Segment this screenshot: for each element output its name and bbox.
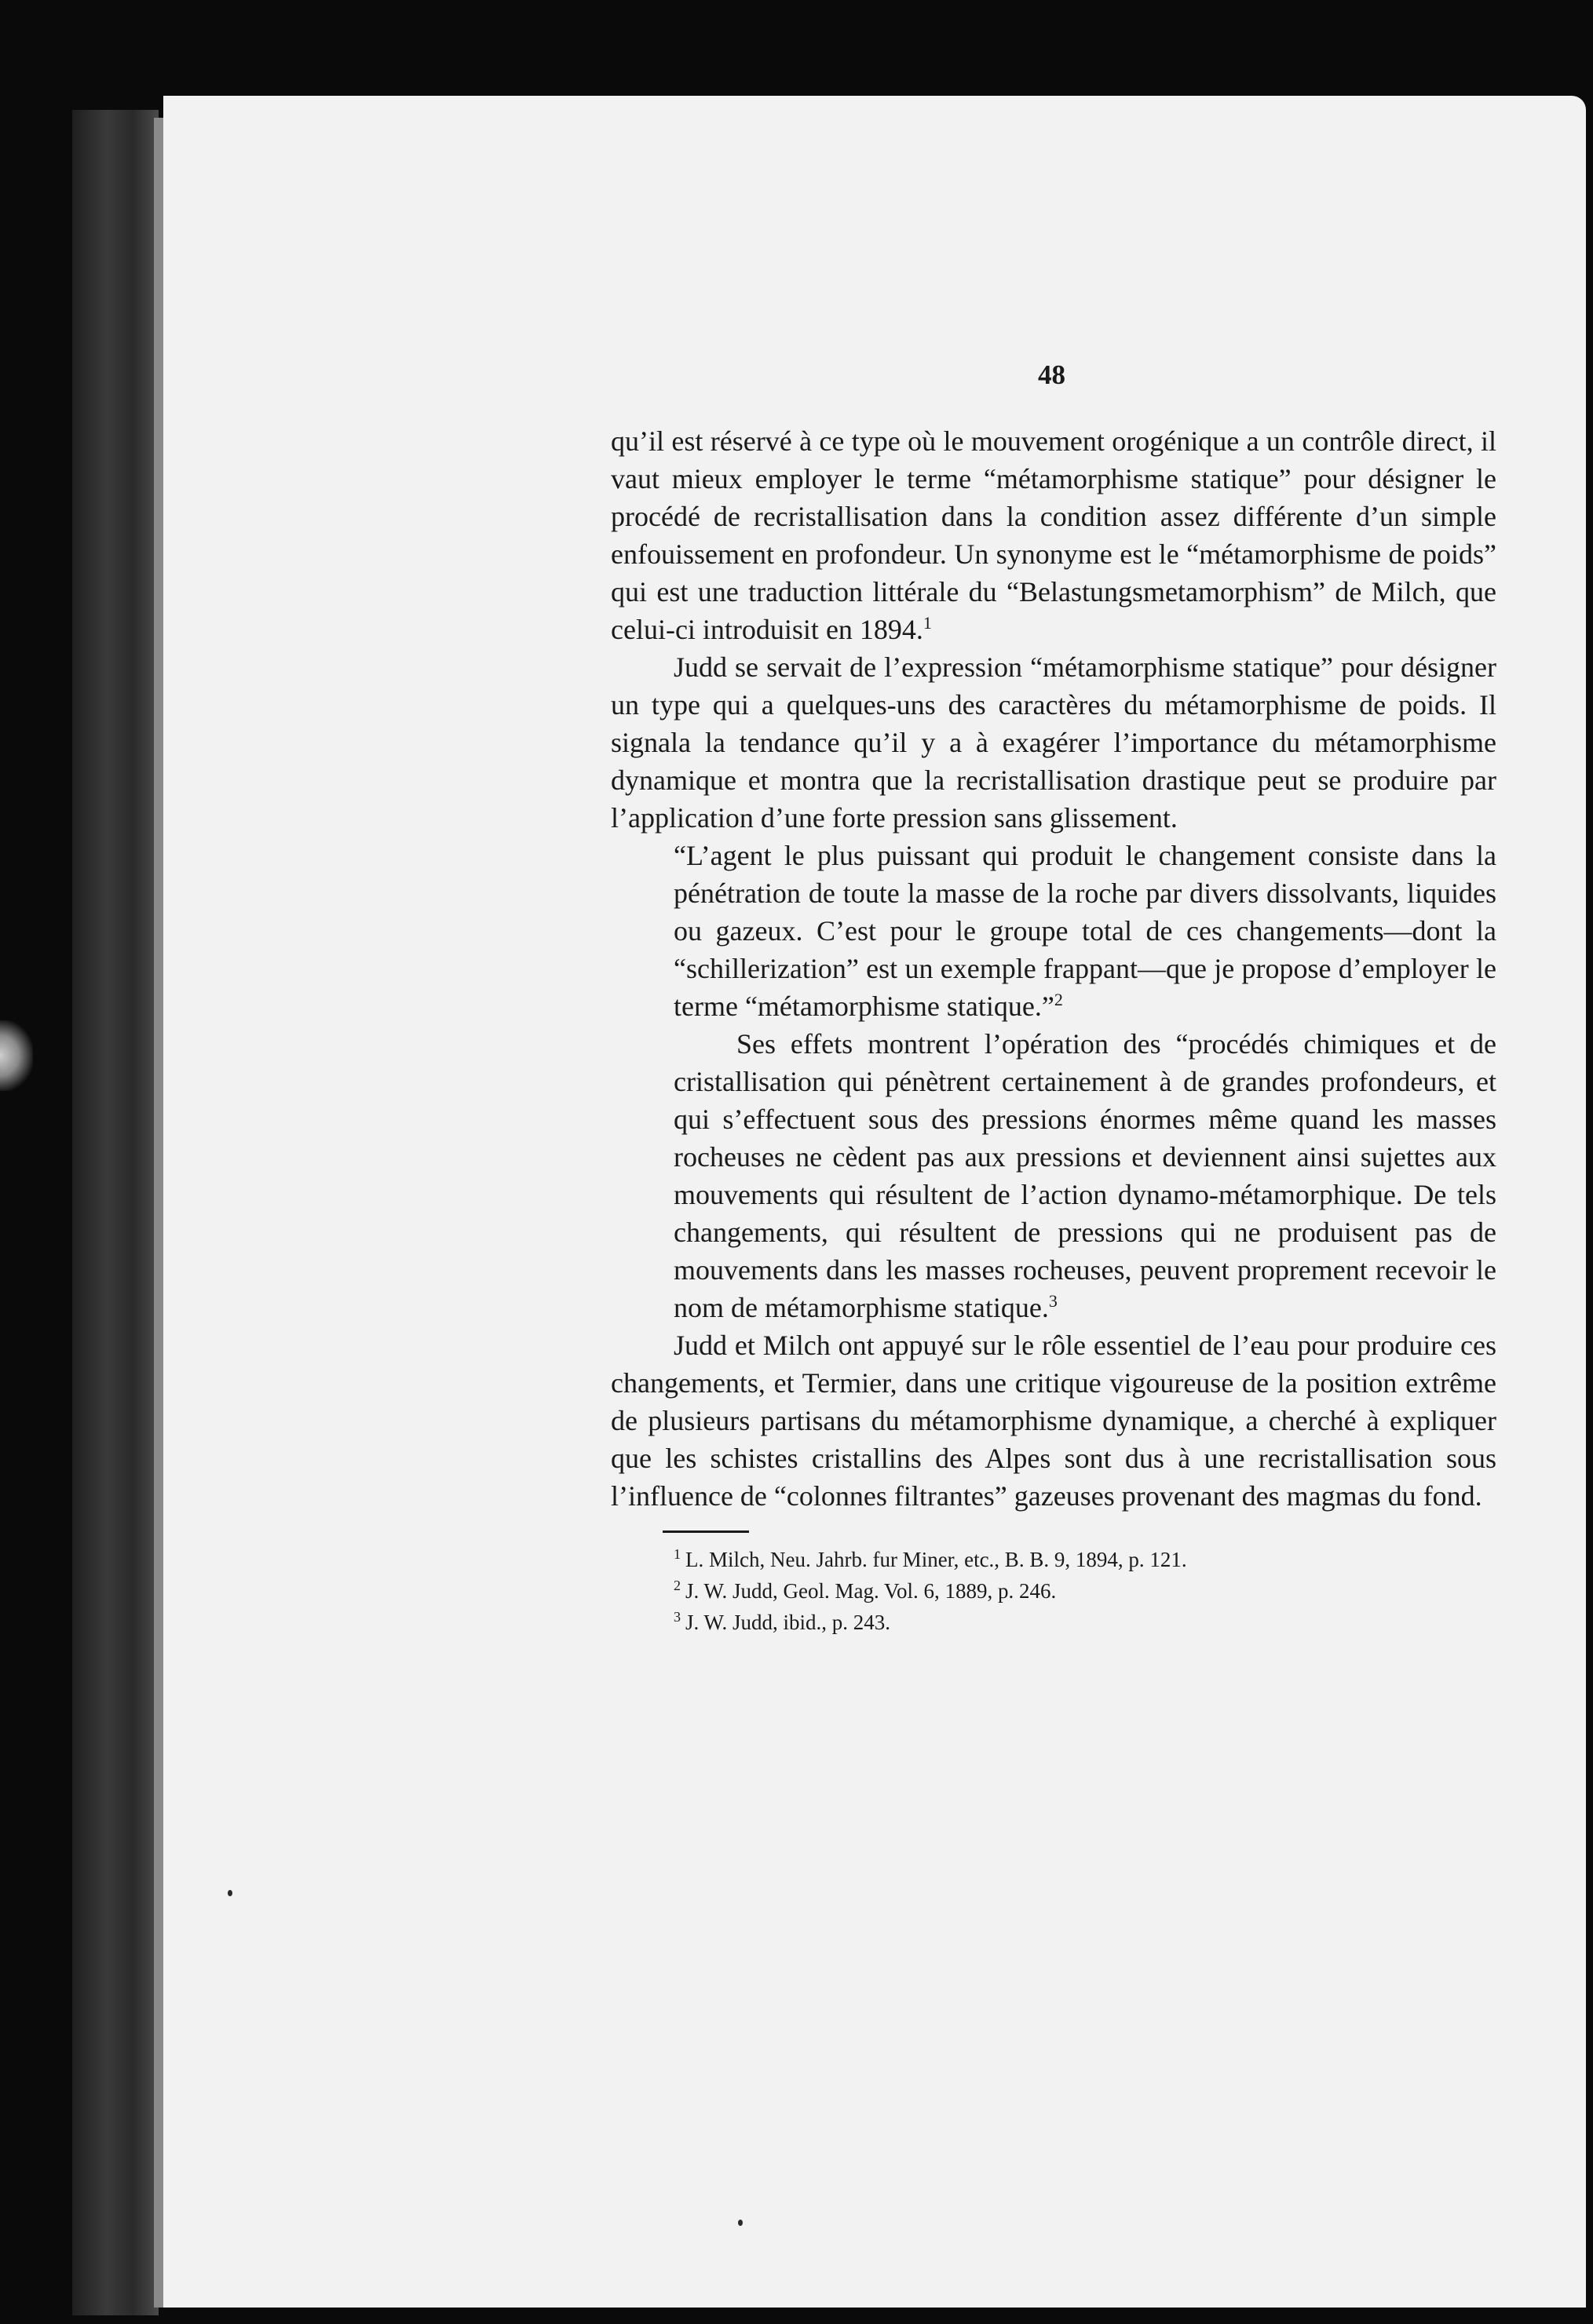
footnote-marker-1: 1 [674,1546,681,1562]
footnote-2-text: J. W. Judd, Geol. Mag. Vol. 6, 1889, p. 246. [685,1579,1057,1603]
block-quote-1-text: “L’agent le plus puissant qui produit le changement consiste dans la pénétration de toute la masse de la roche par divers dissolvants, liquides ou gazeux. C’est pour le groupe total de ces changements—dont la “schillerization” est un exemple frappant—que je propose d’employer le terme “métamorphisme statique.” [674,840,1496,1022]
book-spine [72,110,159,2315]
paragraph-2 [611,648,1496,837]
footnote-ref-1: 1 [923,613,932,633]
page-body [611,422,1496,1638]
scan-speck [228,1890,232,1896]
footnote-marker-2: 2 [674,1578,681,1593]
footnote-ref-2: 2 [1054,990,1063,1009]
paragraph-3-text: Judd et Milch ont appuyé sur le rôle essentiel de l’eau pour produire ces changements, et Termier, dans une critique vigoureuse de la position extrême de plusieurs partisans du métamorphisme dynamique, a cherché à expliquer que les schistes cristallins des Alpes sont dus à une recristallisation sous l’influence de “colonnes filtrantes” gazeuses provenant des magmas du fond. [611,1330,1496,1512]
paragraph-1-text: qu’il est réservé à ce type où le mouvement orogénique a un contrôle direct, il vaut mieux employer le terme “métamorphisme statique” pour désigner le procédé de recristallisation dans la condition assez différente d’un simple enfouissement en profondeur. Un synonyme est le “métamorphisme de poids” qui est une traduction littérale du “Belastungsmetamorphism” de Milch, que celui-ci introduisit en 1894. [611,425,1496,645]
footnote-divider [663,1530,749,1533]
footnote-ref-3: 3 [1048,1291,1058,1311]
footnotes [674,1544,1496,1638]
adjacent-page-fragment [0,1020,33,1091]
page-number: 48 [1038,359,1065,390]
paragraph-2-text: Judd se servait de l’expression “métamorphisme statique” pour désigner un type qui a quelques-uns des caractères du métamorphisme de poids. Il signala la tendance qu’il y a à exagérer l’importance du métamorphisme dynamique et montra que la recristallisation drastique peut se produire par l’application d’une forte pression sans glissement. [611,651,1496,834]
footnote-1 [674,1544,1496,1575]
block-quote-1 [674,837,1496,1025]
paragraph-1 [611,422,1496,648]
footnote-marker-3: 3 [674,1609,681,1625]
scan-speck [738,2220,743,2226]
footnote-3 [674,1607,1496,1638]
paragraph-3 [611,1326,1496,1515]
block-quote-2-text: Ses effets montrent l’opération des “procédés chimiques et de cristallisation qui pénètrent certainement à de grandes profondeurs, et qui s’effectuent sous des pressions énormes même quand les masses rocheuses ne cèdent pas aux pressions et deviennent ainsi sujettes aux mouvements qui résultent de l’action dynamo-métamorphique. De tels changements, qui résultent de pressions qui ne produisent pas de mouvements dans les masses rocheuses, peuvent proprement recevoir le nom de métamorphisme statique. [674,1028,1496,1323]
footnote-3-text: J. W. Judd, ibid., p. 243. [685,1611,891,1634]
block-quote-2 [674,1025,1496,1326]
footnote-2 [674,1575,1496,1607]
footnote-1-text: L. Milch, Neu. Jahrb. fur Miner, etc., B. B. 9, 1894, p. 121. [685,1548,1187,1571]
